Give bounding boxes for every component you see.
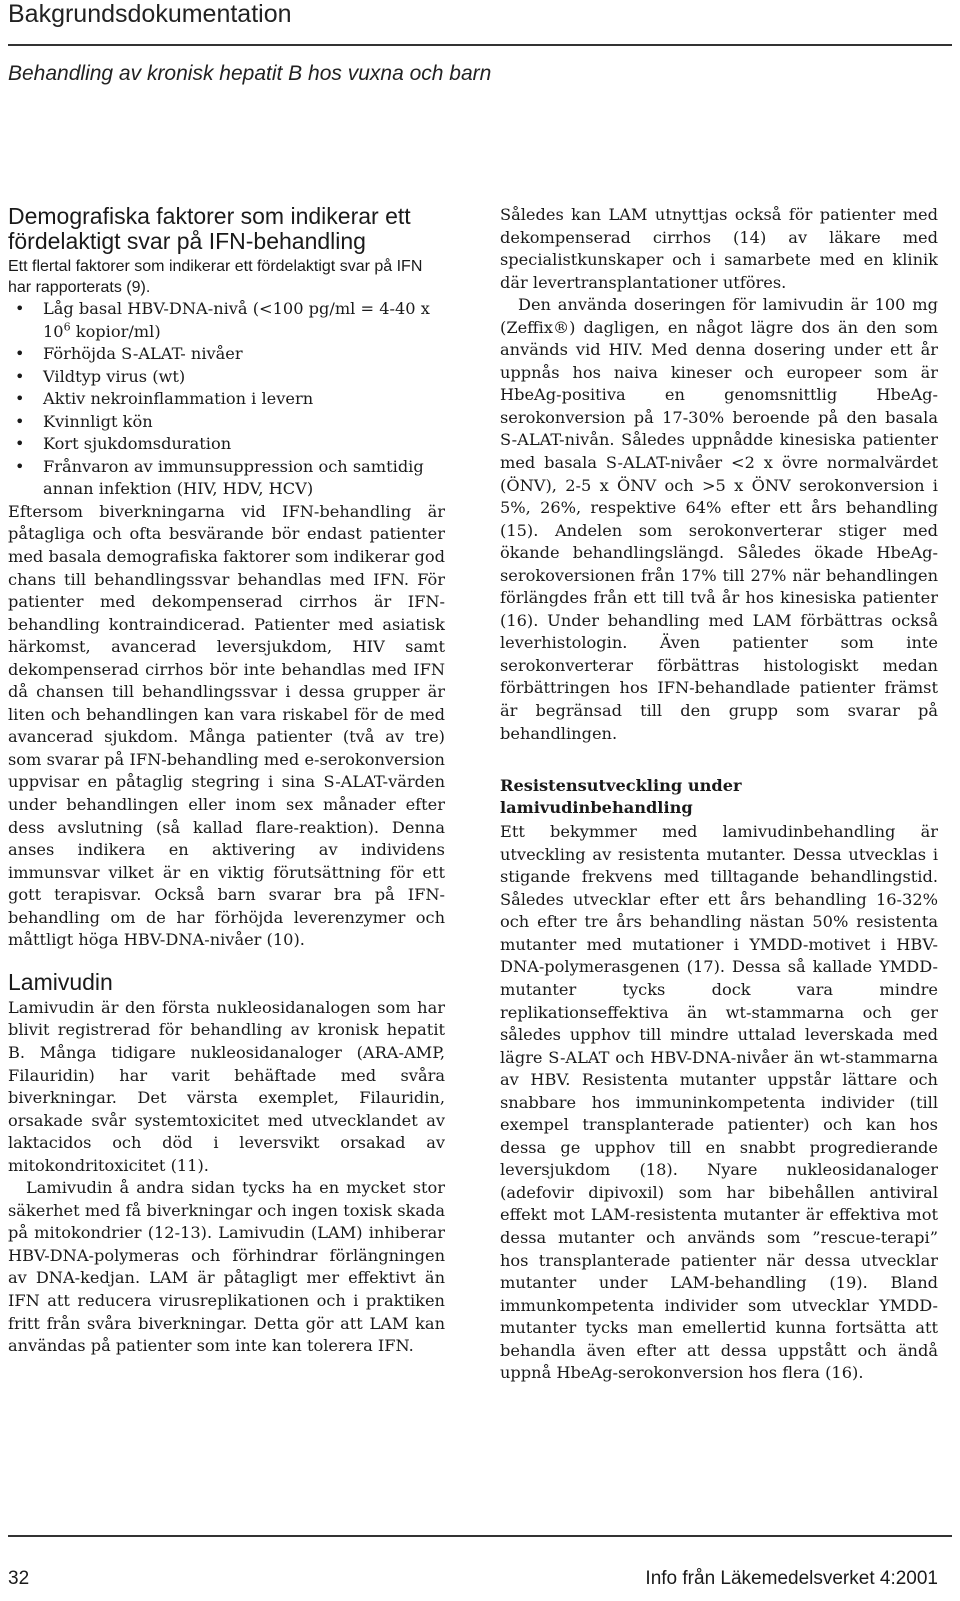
body-paragraph: Eftersom biverkningarna vid IFN-behandling är påtagliga och ofta besvärande bör endast patienter med basala demografiska faktorer som indikerar god chans till behandlingssvar behandlas med IFN. För patienter med dekompenserad cirrhos är IFN-behandling kontraindicerad. Patienter med asiatisk härkomst, avancerad leversjukdom, HIV samt dekompenserad cirrhos bör inte behandlas med IFN då chansen till behandlingssvar i dessa grupper är liten och behandlingen kan vara riskabel för de med avancerad sjukdom. Många patienter (två av tre) som svarar på IFN-behandling med e-serokonversion uppvisar en påtaglig stegring i sina S-ALAT-värden under behandlingen eller inom sex månader efter dess avslutning (så kallad flare-reaktion). Denna anses indikera en aktivering av individens immunsvar vilket är en viktig förutsättning för ett gott terapisvar. Också barn svarar bra på IFN-behandling om de har förhöjda leverenzymer och måttligt höga HBV-DNA-nivåer (10). (8, 501, 445, 950)
body-paragraph: Lamivudin är den första nukleosidanalogen som har blivit registrerad för behandling av kronisk hepatit B. Många tidigare nukleosidanaloger (ARA-AMP, Filauridin) har varit behäftade med svåra biverkningar. Det värsta exemplet, Filauridin, orsakade svår systemtoxicitet med utvecklandet av laktacidos och död i leversvikt orsakad av mitokondritoxicitet (11). (8, 997, 445, 1175)
list-item: • Frånvaron av immunsuppression och samtidig annan infektion (HIV, HDV, HCV) (43, 456, 445, 501)
body-paragraph: Lamivudin å andra sidan tycks ha en mycket stor säkerhet med få biverkningar och ingen toxisk skada på mitokondrier (12-13). Lamivudin (LAM) inhiberar HBV-DNA-polymeras och förhindrar förlängningen av DNA-kedjan. LAM är påtagligt mer effektivt än IFN att reducera virusreplikationen och i praktiken fritt från svåra biverkningar. Detta gör att LAM kan användas på patienter som inte kan tolerera IFN. (8, 1178, 445, 1356)
list-item: • Kvinnligt kön (43, 411, 445, 434)
publication-name: Info från Läkemedelsverket 4:2001 (645, 1568, 938, 1589)
body-paragraph: Ett bekymmer med lamivudinbehandling är utveckling av resistenta mutanter. Dessa utvecklas i stigande frekvens med tilltagande behandlingstid. Således utvecklar efter ett års behandling 16-32% och efter tre års behandling nästan 50% resistenta mutanter med mutationer i YMDD-motivet i HBV-DNA-polymerasgenen (17). Dessa så kallade YMDD-mutanter tycks dock vara mindre replikationseffektiva än wt-stammarna och ger således upphov till mindre uttalad leverskada med lägre S-ALAT och HBV-DNA-nivåer än wt-stammarna av HBV. Resistenta mutanter uppstår lättare och snabbare hos immuninkompetenta individer (till exempel transplanterade patienter) och kan hos dessa ge upphov till en snabbt progredierande leversjukdom (18). Nyare nukleosidanaloger (adefovir dipivoxil) som har bibehållen antiviral effekt mot LAM-resistenta mutanter är effektiva mot dessa mutanter och används som ”rescue-terapi” hos transplanterade patienter när dessa utvecklar mutanter under LAM-behandling (19). Bland immunkompetenta individer som utvecklar YMDD-mutanter tycks man emellertid kunna fortsätta att behandla även efter att dessa uppstått och ändå uppnå HbeAg-serokonversion hos flera (16). (500, 822, 938, 1383)
list-item-text: kopior/ml) (70, 321, 161, 341)
list-item: • Förhöjda S-ALAT- nivåer (43, 343, 445, 366)
page-number: 32 (8, 1568, 30, 1589)
left-column (8, 204, 445, 1358)
factor-list (8, 298, 445, 501)
list-item (43, 298, 445, 343)
right-column (500, 204, 938, 1385)
header-divider (8, 44, 952, 46)
section-heading-resistance: Resistensutveckling under lamivudinbehandling (500, 776, 742, 818)
list-item: • Kort sjukdomsduration (43, 433, 445, 456)
body-paragraph: Den använda doseringen för lamivudin är 100 mg (Zeffix®) dagligen, en något lägre dos än den som används vid HIV. Med denna dosering under ett år uppnås hos naiva kineser och europeer som är HbeAg-positiva en genomsnittlig HbeAg-serokonversion på 17-30% beroende på den basala S-ALAT-nivån. Således uppnådde kinesiska patienter med basala S-ALAT-nivåer <2 x övre normalvärdet (ÖNV), 2-5 x ÖNV och >5 x ÖNV serokonversion i 5%, 26%, respektive 64% efter ett års behandling (15). Andelen som serokonverterar stiger med ökande behandlingslängd. Således ökade HbeAg-serokoversionen från 17% till 27% när behandlingen förlängdes från ett till två år hos kinesiska patienter (16). Under behandling med LAM förbättras också leverhistologin. Även patienter som inte serokonverterar förbättras histologiskt medan förbättringen hos IFN-behandlade patienter främst är begränsad till den grupp som svarar på behandlingen. (500, 295, 938, 743)
section-heading-demographic-factors: Demografiska faktorer som indikerar ett fördelaktigt svar på IFN-behandling (8, 203, 411, 254)
intro-paragraph: Ett flertal faktorer som indikerar ett fördelaktigt svar på IFN har rapporterats (9). (8, 258, 423, 296)
body-paragraph: Således kan LAM utnyttjas också för patienter med dekompenserad cirrhos (14) av läkare med specialistkunskaper och i samarbete med en klinik där levertransplantationer utföres. (500, 205, 938, 292)
superscript: 6 (63, 320, 71, 334)
list-item: • Vildtyp virus (wt) (43, 366, 445, 389)
section-heading-lamivudin: Lamivudin (8, 968, 113, 995)
document-subtitle: Behandling av kronisk hepatit B hos vuxna och barn (8, 62, 492, 85)
list-item: • Aktiv nekroinflammation i levern (43, 388, 445, 411)
footer-divider (8, 1535, 952, 1537)
list-item-text: Låg basal HBV-DNA-nivå (<100 pg/ml = 4-40 x 10 (43, 299, 430, 341)
document-header-title: Bakgrundsdokumentation (8, 0, 292, 28)
